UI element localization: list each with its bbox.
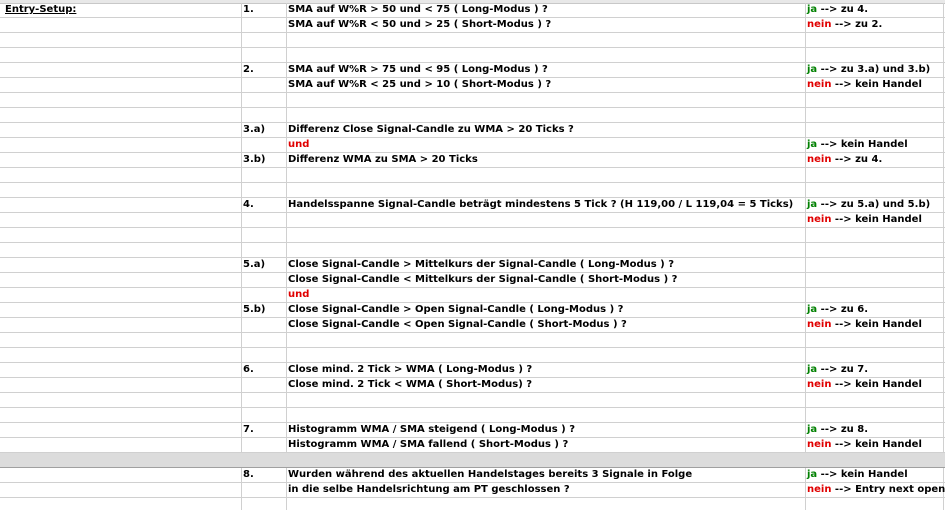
rule-condition: Wurden während des aktuellen Handelstages bereits 3 Signale in Folge [288,469,693,480]
rule-condition: Close Signal-Candle > Open Signal-Candle ( Long-Modus ) ? [288,304,624,315]
rule-result [807,63,930,78]
rule-row[interactable] [0,78,945,93]
answer-target: --> zu 7. [817,364,869,375]
rule-condition: SMA auf W%R > 75 und < 95 ( Long-Modus ) ? [288,64,548,75]
answer-target: --> zu 5.a) und 5.b) [817,199,931,210]
rule-number: 8. [243,469,254,480]
rule-condition: Close mind. 2 Tick > WMA ( Long-Modus ) ? [288,364,533,375]
sheet-row[interactable] [0,243,945,258]
rule-number: 3.a) [243,124,266,135]
answer-label: ja [807,304,818,315]
rule-number: 4. [243,199,254,210]
answer-label: ja [807,424,818,435]
rule-condition: SMA auf W%R < 25 und > 10 ( Short-Modus ) ? [288,79,552,90]
rule-row[interactable] [0,153,945,168]
answer-target: --> kein Handel [831,319,922,330]
rule-result [807,318,922,333]
sheet-row[interactable] [0,168,945,183]
rule-number: 3.b) [243,154,266,165]
answer-label: nein [807,79,832,90]
rule-row[interactable] [0,378,945,393]
rule-row[interactable] [0,288,945,303]
rule-row[interactable] [0,3,945,18]
answer-label: ja [807,64,818,75]
answer-label: ja [807,139,818,150]
rule-row[interactable] [0,123,945,138]
rule-result [807,483,945,498]
answer-label: ja [807,364,818,375]
rule-number: 1. [243,4,254,15]
rule-number: 5.b) [243,304,266,315]
sheet-row[interactable] [0,453,945,468]
rule-result [807,18,882,33]
sheet-row[interactable] [0,408,945,423]
rule-result [807,303,868,318]
rule-result [807,3,868,18]
rule-row[interactable] [0,483,945,498]
rule-number: 7. [243,424,254,435]
rule-result [807,423,868,438]
rule-result [807,468,908,483]
answer-target: --> zu 8. [817,424,869,435]
answer-target: --> Entry next open [831,484,945,495]
answer-target: --> zu 4. [817,4,869,15]
answer-target: --> kein Handel [831,379,922,390]
rule-condition: Close Signal-Candle > Mittelkurs der Signal-Candle ( Long-Modus ) ? [288,259,675,270]
rule-result [807,78,922,93]
rule-row[interactable] [0,138,945,153]
rule-result [807,378,922,393]
rule-row[interactable] [0,438,945,453]
answer-target: --> kein Handel [817,139,908,150]
rule-row[interactable] [0,198,945,213]
sheet-row[interactable] [0,48,945,63]
answer-target: --> kein Handel [831,439,922,450]
rule-number: 6. [243,364,254,375]
rule-result [807,363,868,378]
rule-row[interactable] [0,273,945,288]
rule-row[interactable] [0,303,945,318]
rule-condition: Histogramm WMA / SMA steigend ( Long-Modus ) ? [288,424,576,435]
rule-condition: und [288,289,310,300]
rule-row[interactable] [0,363,945,378]
sheet-row[interactable] [0,33,945,48]
rule-number: 5.a) [243,259,266,270]
rule-condition: Close mind. 2 Tick < WMA ( Short-Modus) ? [288,379,533,390]
sheet-row[interactable] [0,228,945,243]
rule-condition: SMA auf W%R > 50 und < 75 ( Long-Modus ) ? [288,4,548,15]
sheet-row[interactable] [0,333,945,348]
answer-label: nein [807,319,832,330]
rule-condition: SMA auf W%R < 50 und > 25 ( Short-Modus ) ? [288,19,552,30]
sheet-row[interactable] [0,348,945,363]
rule-condition: in die selbe Handelsrichtung am PT geschlossen ? [288,484,570,495]
sheet-title: Entry-Setup: [5,4,77,15]
answer-target: --> zu 3.a) und 3.b) [817,64,931,75]
rule-condition: Differenz Close Signal-Candle zu WMA > 20 Ticks ? [288,124,574,135]
rule-number: 2. [243,64,254,75]
rule-condition: und [288,139,310,150]
answer-label: ja [807,469,818,480]
rule-result [807,198,930,213]
answer-target: --> zu 6. [817,304,869,315]
sheet-row[interactable] [0,93,945,108]
rule-condition: Differenz WMA zu SMA > 20 Ticks [288,154,478,165]
rule-condition: Close Signal-Candle < Open Signal-Candle ( Short-Modus ) ? [288,319,627,330]
rule-condition: Handelsspanne Signal-Candle beträgt mindestens 5 Tick ? (H 119,00 / L 119,04 = 5 Ticks) [288,199,794,210]
rule-condition: Close Signal-Candle < Mittelkurs der Signal-Candle ( Short-Modus ) ? [288,274,678,285]
rule-row[interactable] [0,258,945,273]
answer-label: nein [807,154,832,165]
rule-result [807,213,922,228]
rule-row[interactable] [0,468,945,483]
sheet-row[interactable] [0,183,945,198]
rule-result [807,438,922,453]
answer-label: ja [807,4,818,15]
answer-target: --> zu 4. [831,154,883,165]
rule-row[interactable] [0,423,945,438]
rule-condition: Histogramm WMA / SMA fallend ( Short-Modus ) ? [288,439,569,450]
answer-target: --> zu 2. [831,19,883,30]
rule-row[interactable] [0,18,945,33]
rule-row[interactable] [0,63,945,78]
answer-label: nein [807,484,832,495]
rule-row[interactable] [0,213,945,228]
rule-row[interactable] [0,318,945,333]
answer-label: nein [807,439,832,450]
answer-target: --> kein Handel [831,79,922,90]
answer-target: --> kein Handel [831,214,922,225]
answer-label: ja [807,199,818,210]
answer-target: --> kein Handel [817,469,908,480]
sheet-row[interactable] [0,108,945,123]
sheet-row[interactable] [0,393,945,408]
answer-label: nein [807,379,832,390]
rule-result [807,138,908,153]
rule-result [807,153,882,168]
answer-label: nein [807,19,832,30]
answer-label: nein [807,214,832,225]
